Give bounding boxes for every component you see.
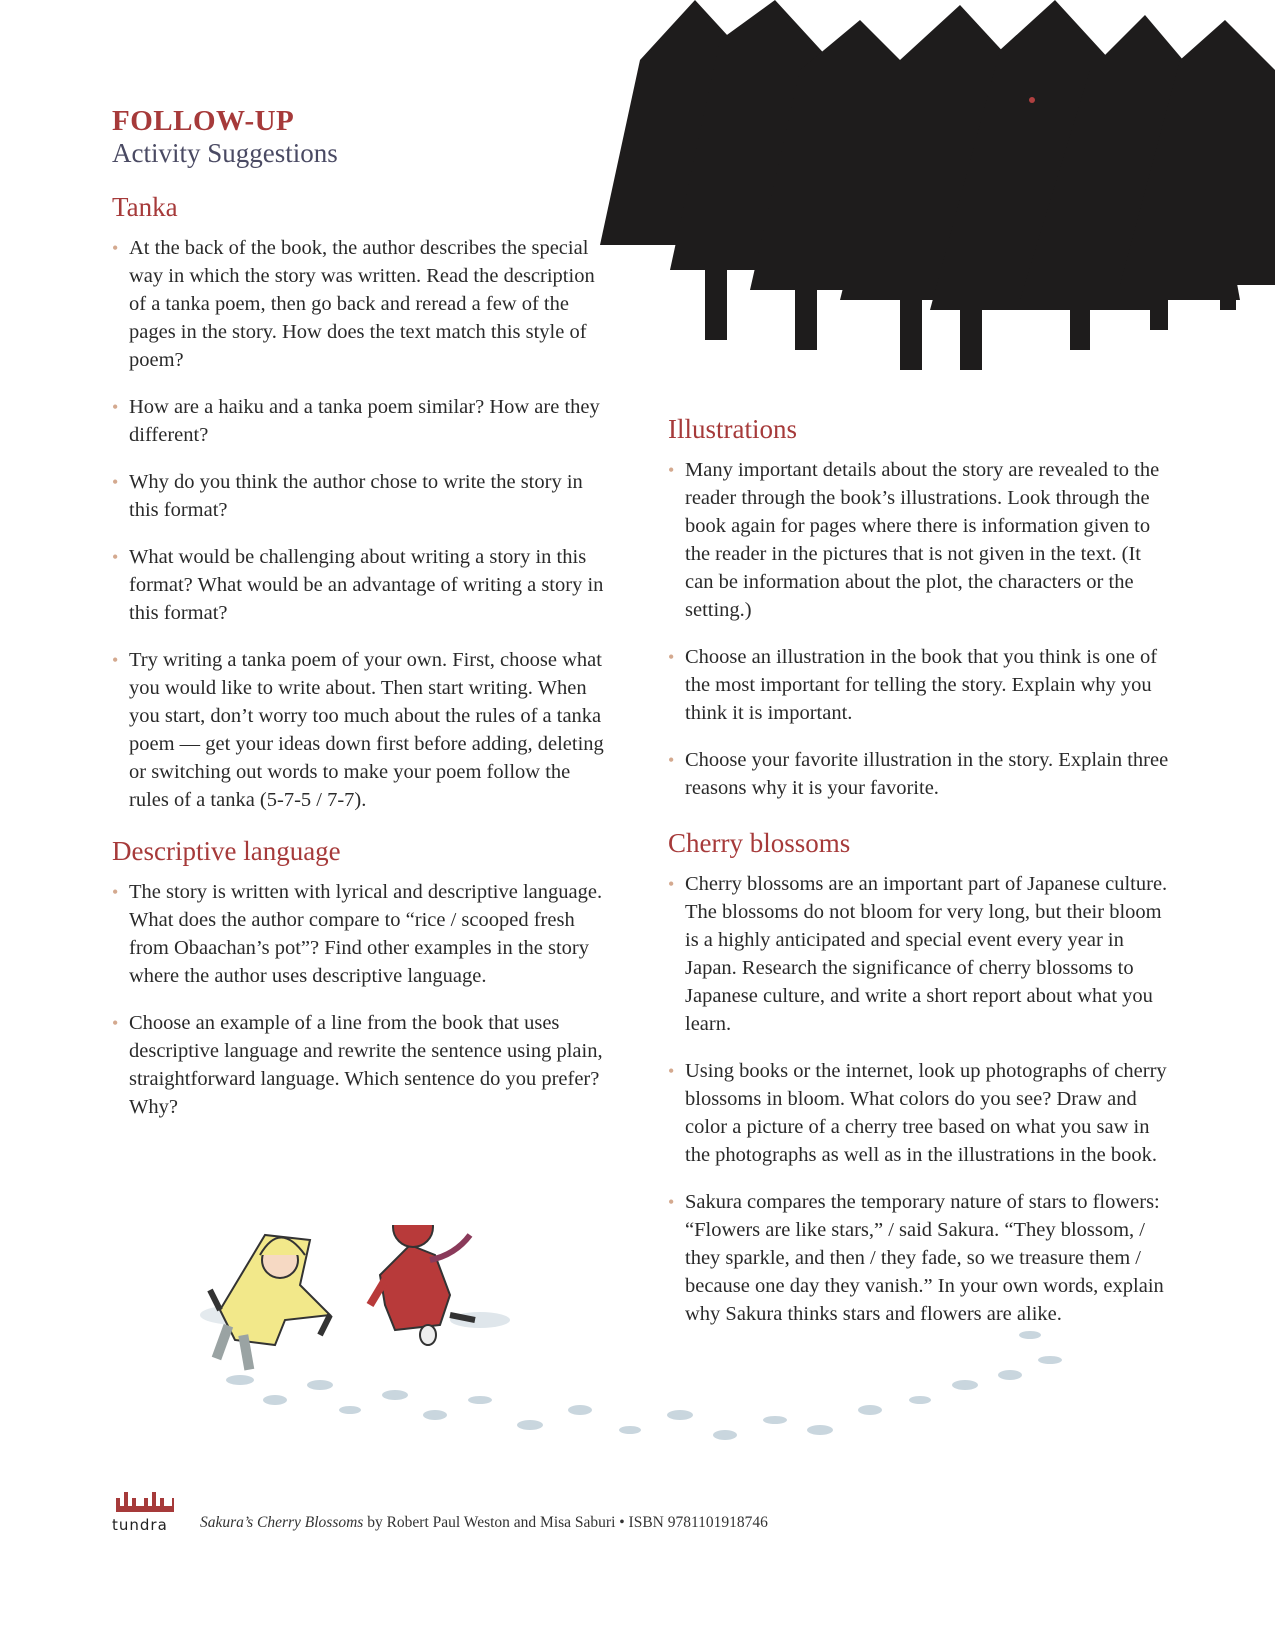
list-item: • Choose an illustration in the book that you think is one of the most important for telling the story. Explain why you think it is important. [668, 643, 1173, 727]
list-item: • How are a haiku and a tanka poem similar? How are they different? [112, 393, 612, 449]
tanka-list [112, 234, 612, 814]
list-item: • Sakura compares the temporary nature of stars to flowers: “Flowers are like stars,” / said Sakura. “They blossom, / they sparkle, and then / they fade, so we treasure them / because one day they vanish.” In your own words, explain why Sakura thinks stars and flowers are alike. [668, 1188, 1173, 1328]
list-item: • Using books or the internet, look up photographs of cherry blossoms in bloom. What colors do you see? Draw and color a picture of a cherry tree based on what you saw in the photographs as well as in the illustrations in the book. [668, 1057, 1173, 1169]
tundra-logo [112, 1488, 178, 1538]
right-column [668, 412, 1173, 1347]
pine-forest-illustration [600, 0, 1275, 400]
antler-logo-icon [114, 1488, 176, 1514]
list-item: • Cherry blossoms are an important part of Japanese culture. The blossoms do not bloom for very long, but their bloom is a highly anticipated and special event every year in Japan. Research the significance of cherry blossoms to Japanese culture, and write a short report about what you learn. [668, 870, 1173, 1038]
book-credit [200, 1514, 768, 1532]
list-item: • Choose an example of a line from the book that uses descriptive language and rewrite the sentence using plain, straightforward language. Which sentence do you prefer? Why? [112, 1009, 612, 1121]
section-title-descriptive-language: Descriptive language [112, 836, 341, 866]
section-title-cherry-blossoms: Cherry blossoms [668, 828, 851, 858]
page-heading [112, 104, 338, 168]
list-item: • Many important details about the story are revealed to the reader through the book’s illustrations. Look through the book again for pages where there is information given to the reader in the pictures that is not given in the text. (It can be information about the plot, the characters or the setting.) [668, 456, 1173, 624]
section-title-tanka: Tanka [112, 192, 178, 222]
illustrations-list [668, 456, 1173, 802]
list-item: • Choose your favorite illustration in the story. Explain three reasons why it is your favorite. [668, 746, 1173, 802]
credit-text: by Robert Paul Weston and Misa Saburi • ISBN 9781101918746 [363, 1514, 768, 1531]
section-title-illustrations: Illustrations [668, 414, 797, 444]
page-subtitle: Activity Suggestions [112, 138, 338, 168]
left-column [112, 190, 612, 1140]
footer [112, 1488, 1112, 1538]
list-item: • What would be challenging about writing a story in this format? What would be an advantage of writing a story in this format? [112, 543, 612, 627]
logo-text: tundra [112, 1516, 168, 1534]
descriptive-list [112, 878, 612, 1121]
book-title: Sakura’s Cherry Blossoms [200, 1514, 364, 1531]
list-item: • Why do you think the author chose to write the story in this format? [112, 468, 612, 524]
cherry-blossoms-list [668, 870, 1173, 1328]
list-item: • The story is written with lyrical and descriptive language. What does the author compare to “rice / scooped fresh from Obaachan’s pot”? Find other examples in the story where the author uses descriptive language. [112, 878, 612, 990]
list-item: • At the back of the book, the author describes the special way in which the story was written. Read the description of a tanka poem, then go back and reread a few of the pages in the story. How does the text match this style of poem? [112, 234, 612, 374]
list-item: • Try writing a tanka poem of your own. First, choose what you would like to write about. Then start writing. When you start, don’t worry too much about the rules of a tanka poem — get your ideas down first before adding, deleting or switching out words to make your poem follow the rules of a tanka (5-7-5 / 7-7). [112, 646, 612, 814]
page-title: FOLLOW-UP [112, 105, 295, 137]
